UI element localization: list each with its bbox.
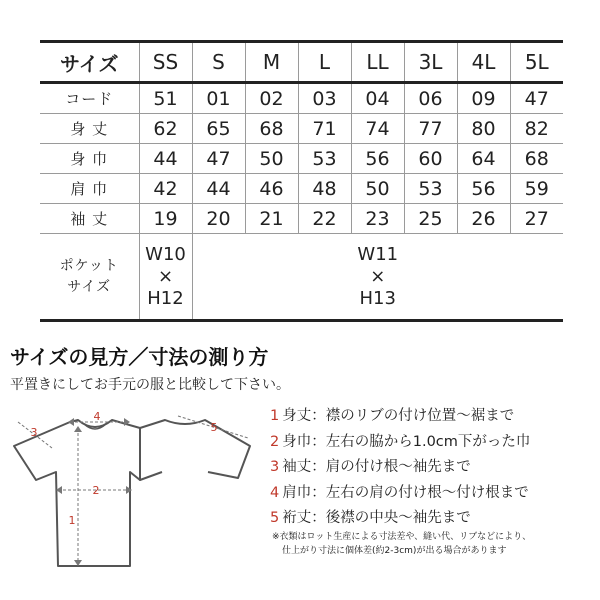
row-label: コード (40, 83, 139, 114)
table-cell: 23 (351, 204, 404, 234)
table-cell: 19 (139, 204, 192, 234)
size-header-ss: SS (139, 42, 192, 83)
legend-item (270, 455, 600, 481)
legend-text: 裄丈：後襟の中央〜袖先まで (282, 510, 471, 526)
guide-subtitle: 平置きにしてお手元の服と比較して下さい。 (10, 377, 290, 393)
size-header-4l: 4L (457, 42, 510, 83)
tshirt-back-outline (140, 420, 250, 480)
pocket-label-line2: サイズ (67, 278, 112, 295)
table-cell: 20 (192, 204, 245, 234)
table-cell: 64 (457, 144, 510, 174)
table-cell: 27 (510, 204, 563, 234)
size-header-l: L (298, 42, 351, 83)
legend-number: 2 (270, 433, 280, 450)
table-cell: 59 (510, 174, 563, 204)
table-cell: 65 (192, 114, 245, 144)
table-cell: 53 (404, 174, 457, 204)
note-line-1: ※衣類はロット生産による寸法差や、縫い代、リブなどにより、 (272, 532, 532, 542)
table-row-pocket-size (40, 234, 563, 321)
table-cell: 80 (457, 114, 510, 144)
table-cell: 53 (298, 144, 351, 174)
size-header-label: サイズ (40, 42, 139, 83)
table-cell: 22 (298, 204, 351, 234)
note-line-2: 仕上がり寸法に個体差(約2-3cm)が出る場合があります (282, 546, 507, 556)
table-cell: 26 (457, 204, 510, 234)
arrow-icon (74, 426, 82, 432)
size-header-5l: 5L (510, 42, 563, 83)
legend-text: 袖丈：肩の付け根〜袖先まで (282, 459, 471, 475)
tshirt-diagram (0, 398, 268, 598)
table-cell: 04 (351, 83, 404, 114)
row-label: 身 丈 (40, 114, 139, 144)
table-cell: 47 (192, 144, 245, 174)
table-cell: 77 (404, 114, 457, 144)
table-row-body-width (40, 144, 563, 174)
guide-title: サイズの見方／寸法の測り方 (10, 345, 269, 369)
tshirt-front-outline (14, 420, 140, 566)
pocket-size-other (192, 234, 563, 321)
table-row-sleeve-length (40, 204, 563, 234)
measurement-legend (270, 404, 600, 532)
table-row-body-length (40, 114, 563, 144)
table-cell: 62 (139, 114, 192, 144)
table-cell: 01 (192, 83, 245, 114)
table-cell: 44 (139, 144, 192, 174)
table-cell: 60 (404, 144, 457, 174)
table-cell: 09 (457, 83, 510, 114)
legend-item (270, 481, 600, 507)
table-cell: 02 (245, 83, 298, 114)
tolerance-note (272, 530, 597, 558)
legend-item (270, 404, 600, 430)
pocket-ss-times: × (157, 265, 174, 287)
legend-text: 身巾：左右の脇から1.0cm下がった巾 (282, 433, 531, 450)
size-table (40, 40, 563, 322)
table-cell: 47 (510, 83, 563, 114)
legend-number: 1 (270, 408, 280, 424)
row-label: 袖 丈 (40, 204, 139, 234)
size-header-row (40, 42, 563, 83)
pocket-label-line1: ポケット (59, 257, 119, 274)
table-cell: 42 (139, 174, 192, 204)
table-cell: 46 (245, 174, 298, 204)
diagram-label-5: 5 (210, 421, 218, 434)
legend-text: 肩巾：左右の肩の付け根〜付け根まで (282, 484, 529, 501)
table-cell: 56 (457, 174, 510, 204)
legend-text: 身丈：襟のリブの付け位置〜裾まで (282, 408, 515, 424)
table-cell: 06 (404, 83, 457, 114)
diagram-label-3: 3 (30, 426, 38, 439)
size-header-m: M (245, 42, 298, 83)
legend-number: 3 (270, 459, 280, 475)
pocket-row-label (40, 234, 139, 321)
table-cell: 51 (139, 83, 192, 114)
arrow-icon (68, 418, 74, 426)
pocket-ss-width: W10 (145, 243, 186, 265)
table-cell: 25 (404, 204, 457, 234)
size-header-3l: 3L (404, 42, 457, 83)
pocket-other-width: W11 (357, 243, 399, 265)
pocket-other-height: H13 (359, 287, 396, 309)
table-cell: 03 (298, 83, 351, 114)
legend-number: 5 (270, 510, 280, 526)
row-label: 肩 巾 (40, 174, 139, 204)
row-label: 身 巾 (40, 144, 139, 174)
table-row-code (40, 83, 563, 114)
table-row-shoulder-width (40, 174, 563, 204)
table-cell: 56 (351, 144, 404, 174)
table-cell: 71 (298, 114, 351, 144)
table-cell: 68 (510, 144, 563, 174)
pocket-size-ss (139, 234, 192, 321)
table-cell: 48 (298, 174, 351, 204)
diagram-label-1: 1 (68, 514, 76, 527)
legend-item (270, 506, 600, 532)
legend-number: 4 (270, 484, 280, 501)
table-cell: 21 (245, 204, 298, 234)
table-cell: 68 (245, 114, 298, 144)
size-header-s: S (192, 42, 245, 83)
table-cell: 44 (192, 174, 245, 204)
table-cell: 82 (510, 114, 563, 144)
pocket-ss-height: H12 (147, 287, 184, 309)
diagram-label-4: 4 (93, 410, 101, 423)
legend-item (270, 430, 600, 456)
pocket-other-times: × (370, 265, 386, 287)
table-cell: 50 (245, 144, 298, 174)
table-cell: 50 (351, 174, 404, 204)
table-cell: 74 (351, 114, 404, 144)
diagram-label-2: 2 (92, 484, 100, 497)
size-header-ll: LL (351, 42, 404, 83)
